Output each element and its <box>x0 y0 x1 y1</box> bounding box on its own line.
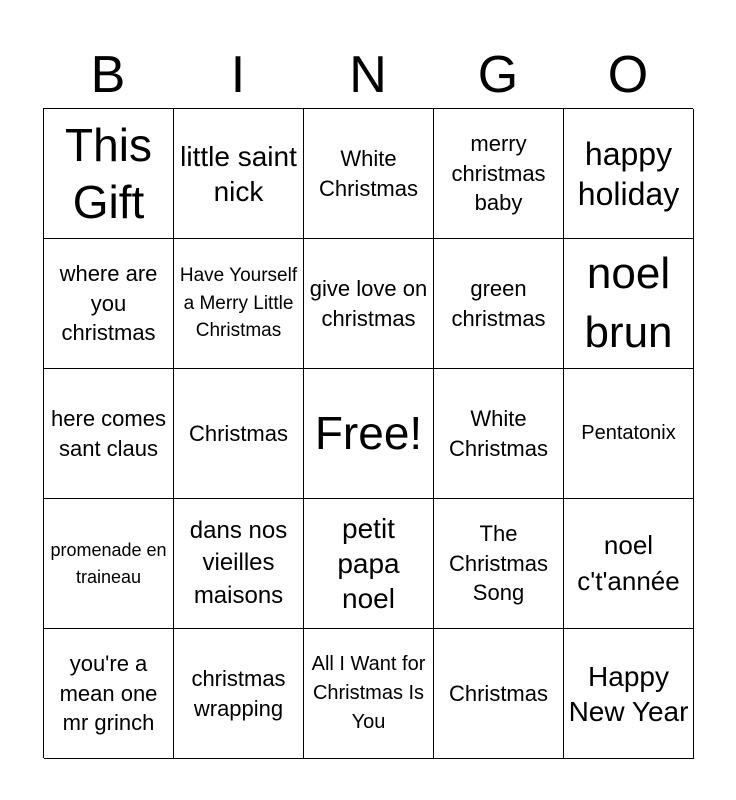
bingo-cell[interactable]: petit papa noel <box>304 499 434 629</box>
bingo-cell[interactable]: little saint nick <box>174 109 304 239</box>
header-letter-i: I <box>230 46 246 104</box>
bingo-cell[interactable]: you're a mean one mr grinch <box>44 629 174 759</box>
bingo-cell[interactable]: Christmas <box>434 629 564 759</box>
bingo-cell[interactable]: where are you christmas <box>44 239 174 369</box>
bingo-cell[interactable]: merry christmas baby <box>434 109 564 239</box>
bingo-cell[interactable]: Pentatonix <box>564 369 694 499</box>
bingo-cell[interactable]: Have Yourself a Merry Little Christmas <box>174 239 304 369</box>
bingo-cell[interactable]: christmas wrapping <box>174 629 304 759</box>
bingo-cell[interactable]: Happy New Year <box>564 629 694 759</box>
bingo-cell[interactable]: happy holiday <box>564 109 694 239</box>
bingo-cell[interactable]: White Christmas <box>434 369 564 499</box>
header-letter-g: G <box>477 46 519 104</box>
bingo-cell[interactable]: noel c't'année <box>564 499 694 629</box>
bingo-cell[interactable]: noel brun <box>564 239 694 369</box>
header-letter-o: O <box>607 46 649 104</box>
bingo-cell[interactable]: dans nos vieilles maisons <box>174 499 304 629</box>
bingo-cell[interactable]: green christmas <box>434 239 564 369</box>
bingo-cell[interactable]: promenade en traineau <box>44 499 174 629</box>
bingo-cell[interactable]: This Gift <box>44 109 174 239</box>
bingo-cell[interactable]: Christmas <box>174 369 304 499</box>
free-space-cell[interactable]: Free! <box>304 369 434 499</box>
bingo-cell[interactable]: White Christmas <box>304 109 434 239</box>
header-letter-n: N <box>349 46 387 104</box>
bingo-header <box>43 42 693 108</box>
header-letter-b: B <box>90 46 126 104</box>
bingo-cell[interactable]: The Christmas Song <box>434 499 564 629</box>
bingo-cell[interactable]: give love on christmas <box>304 239 434 369</box>
bingo-cell[interactable]: All I Want for Christmas Is You <box>304 629 434 759</box>
bingo-cell[interactable]: here comes sant claus <box>44 369 174 499</box>
bingo-board <box>43 108 693 758</box>
